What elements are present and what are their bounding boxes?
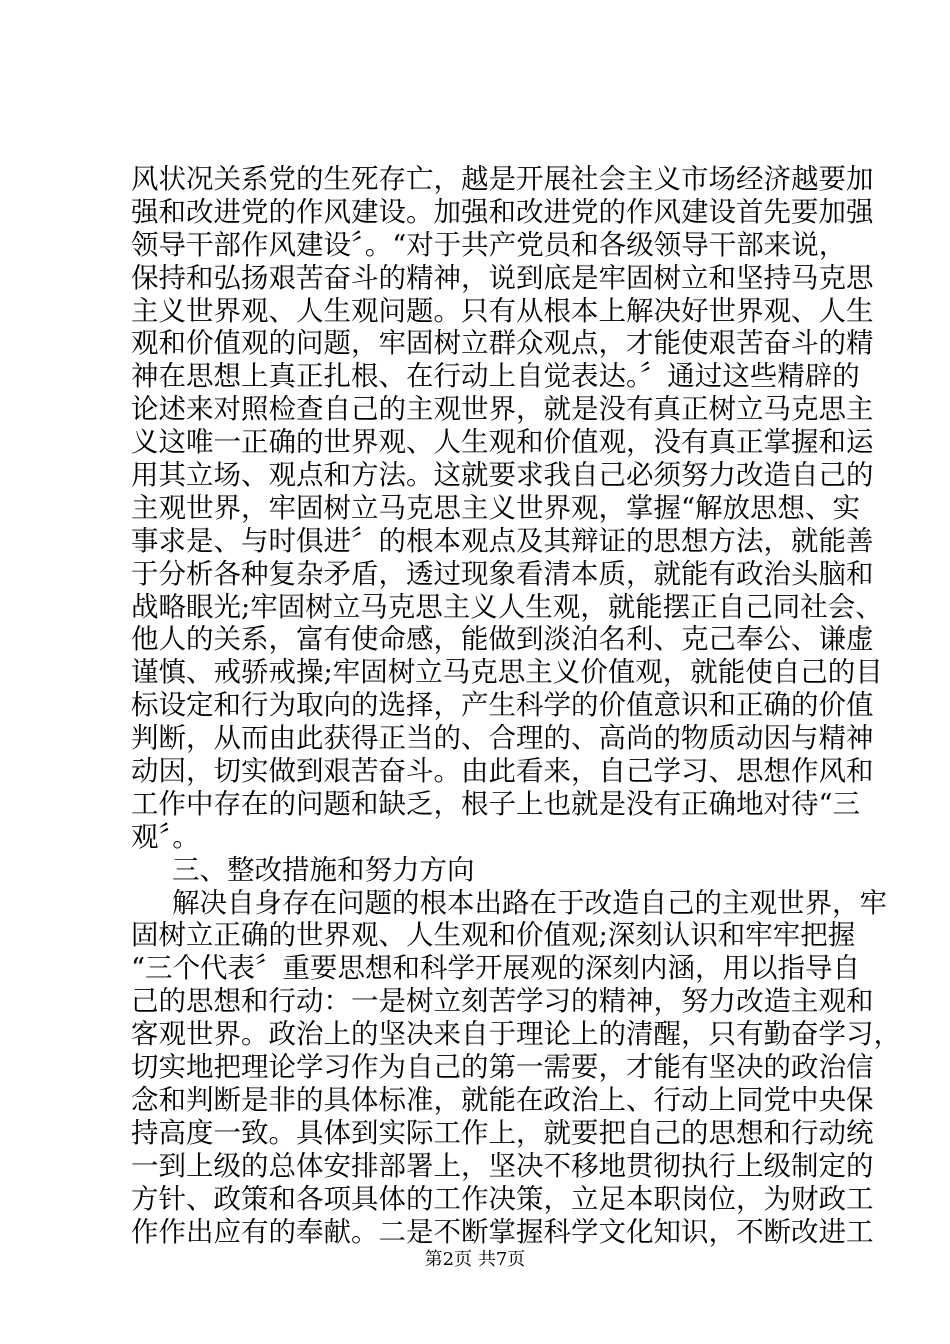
text-line: 观和价值观的问题，牢固树立群众观点，才能使艰苦奋斗的精 <box>131 327 874 360</box>
text-line: 一到上级的总体安排部署上，坚决不移地贯彻执行上级制定的 <box>131 1149 874 1182</box>
text-line: 工作中存在的问题和缺乏，根子上也就是没有正确地对待“三 <box>131 787 861 820</box>
text-line: 论述来对照检查自己的主观世界，就是没有真正树立马克思主 <box>131 393 874 426</box>
text-line: 固树立正确的世界观、人生观和价值观;深刻认识和牢牢把握 <box>131 919 856 952</box>
text-line: 主义世界观、人生观问题。只有从根本上解决好世界观、人生 <box>131 294 874 327</box>
text-line: 客观世界。政治上的坚决来自于理论上的清醒，只有勤奋学习， <box>131 1018 901 1051</box>
text-line: 方针、政策和各项具体的工作决策，立足本职岗位，为财政工 <box>131 1182 874 1215</box>
text-line: 判断，从而由此获得正当的、合理的、高尚的物质动因与精神 <box>131 722 874 755</box>
text-line: “三个代表〞重要思想和科学开展观的深刻内涵，用以指导自 <box>131 952 861 985</box>
text-line: 神在思想上真正扎根、在行动上自觉表达。〞通过这些精辟的 <box>131 360 860 393</box>
text-line: 风状况关系党的生死存亡，越是开展社会主义市场经济越要加 <box>131 163 874 195</box>
text-line: 观〞。 <box>131 820 200 853</box>
text-line: 念和判断是非的具体标准，就能在政治上、行动上同党中央保 <box>131 1083 874 1116</box>
text-line: 他人的关系，富有使命感，能做到淡泊名利、克己奉公、谦虚 <box>131 623 874 656</box>
text-line: 于分析各种复杂矛盾，透过现象看清本质，就能有政治头脑和 <box>131 557 874 590</box>
text-line: 领导干部作风建设〞。“对于共产党员和各级领导干部来说， <box>131 228 847 261</box>
text-line: 事求是、与时俱进〞的根本观点及其辩证的思想方法，就能善 <box>131 524 874 557</box>
text-line: 强和改进党的作风建设。加强和改进党的作风建设首先要加强 <box>131 195 874 228</box>
text-line: 保持和弘扬艰苦奋斗的精神，说到底是牢固树立和坚持马克思 <box>131 261 874 294</box>
page-number-footer: 第2页 共7页 <box>424 1249 526 1270</box>
text-line: 主观世界，牢固树立马克思主义世界观，掌握“解放思想、实 <box>131 491 861 524</box>
text-line: 战略眼光;牢固树立马克思主义人生观，就能摆正自己同社会、 <box>131 590 883 623</box>
section-heading: 三、整改措施和努力方向 <box>172 853 475 886</box>
text-line: 解决自身存在问题的根本出路在于改造自己的主观世界，牢 <box>172 886 887 919</box>
text-line: 谨慎、戒骄戒操;牢固树立马克思主义价值观，就能使自己的目 <box>131 656 883 689</box>
text-line: 标设定和行为取向的选择，产生科学的价值意识和正确的价值 <box>131 689 874 722</box>
text-line: 切实地把理论学习作为自己的第一需要，才能有坚决的政治信 <box>131 1051 874 1084</box>
body-text <box>131 163 901 1248</box>
text-line: 持高度一致。具体到实际工作上，就要把自己的思想和行动统 <box>131 1116 874 1149</box>
text-line: 己的思想和行动：一是树立刻苦学习的精神，努力改造主观和 <box>131 985 874 1018</box>
text-line: 作作出应有的奉献。二是不断掌握科学文化知识，不断改进工 <box>131 1215 874 1248</box>
text-line: 义这唯一正确的世界观、人生观和价值观，没有真正掌握和运 <box>131 426 874 459</box>
text-line: 用其立场、观点和方法。这就要求我自己必须努力改造自己的 <box>131 459 874 492</box>
text-line: 动因，切实做到艰苦奋斗。由此看来，自己学习、思想作风和 <box>131 755 874 788</box>
